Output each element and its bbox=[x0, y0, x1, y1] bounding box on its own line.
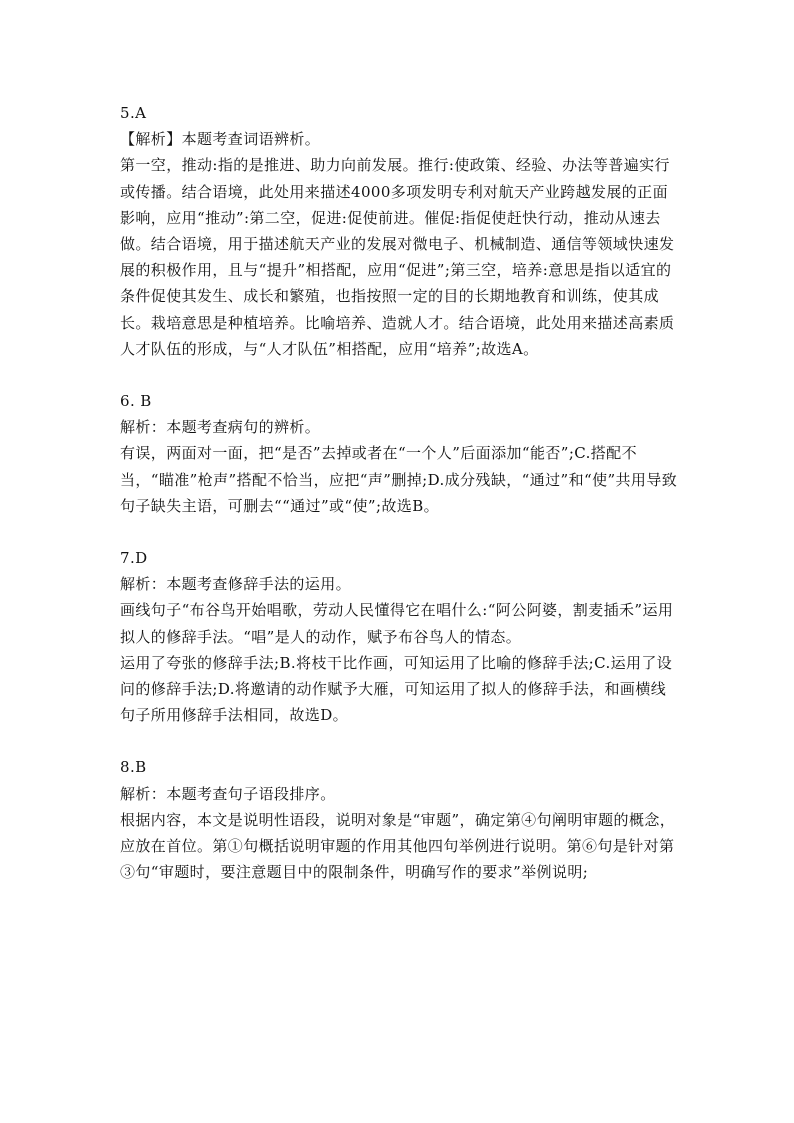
analysis-paragraph: 画线句子“布谷鸟开始唱歌，劳动人民懂得它在唱什么:“阿公阿婆，割麦插禾”运用拟人的修辞手法。“唱”是人的动作，赋予布谷鸟人的情态。 bbox=[120, 601, 674, 646]
analysis-heading: 解析：本题考查句子语段排序。 bbox=[120, 784, 336, 803]
question-number: 8.B bbox=[120, 758, 147, 777]
question-5 bbox=[120, 100, 680, 362]
question-number: 5.A bbox=[120, 104, 147, 122]
analysis-paragraph: 第一空，推动:指的是推进、助力向前发展。推行:使政策、经验、办法等普遍实行或传播。结合语境，此处用来描述4000多项发明专利对航天产业跨越发展的正面影响，应用“推动”:第二空，促进:促使前进。催促:指促使赶快行动，推动从速去做。结合语境，用于描述航天产业的发展对微电子、机械制造、通信等领域快速发展的积极作用，且与“提升”相搭配，应用“促进”;第三空，培养:意思是指以适宜的条件促使其发生、成长和繁殖，也指按照一定的目的长期地教育和训练，使其成长。栽培意思是种植培养。比喻培养、造就人才。结合语境，此处用来描述高素质人才队伍的形成，与“人才队伍”相搭配，应用“培养”;故选A。 bbox=[120, 156, 675, 358]
analysis-heading: 解析：本题考查病句的辨析。 bbox=[120, 418, 321, 437]
question-6 bbox=[120, 388, 680, 519]
question-number: 6. B bbox=[120, 392, 152, 411]
question-8 bbox=[120, 754, 680, 885]
question-number: 7.D bbox=[120, 549, 148, 568]
analysis-paragraph: 运用了夸张的修辞手法;B.将枝干比作画，可知运用了比喻的修辞手法;C.运用了设问的修辞手法;D.将邀请的动作赋予大雁，可知运用了拟人的修辞手法，和画横线句子所用修辞手法相同，故选D。 bbox=[120, 653, 673, 725]
analysis-paragraph: 根据内容，本文是说明性语段，说明对象是“审题”，确定第④句阐明审题的概念，应放在首位。第①句概括说明审题的作用其他四句举例进行说明。第⑥句是针对第③句“审题时，要注意题目中的限制条件，明确写作的要求”举例说明; bbox=[120, 810, 676, 882]
question-7 bbox=[120, 545, 680, 728]
analysis-heading: 【解析】本题考查词语辨析。 bbox=[120, 130, 321, 149]
answer-explanations bbox=[120, 100, 680, 911]
analysis-heading: 解析：本题考查修辞手法的运用。 bbox=[120, 575, 352, 594]
analysis-paragraph: 有误，两面对一面，把“是否”去掉或者在“一个人”后面添加“能否”;C.搭配不当，“瞄准”枪声”搭配不恰当，应把“声”删掉;D.成分残缺，“通过”和“使”共用导致句子缺失主语，可删去““通过”或“使”;故选B。 bbox=[120, 444, 678, 515]
